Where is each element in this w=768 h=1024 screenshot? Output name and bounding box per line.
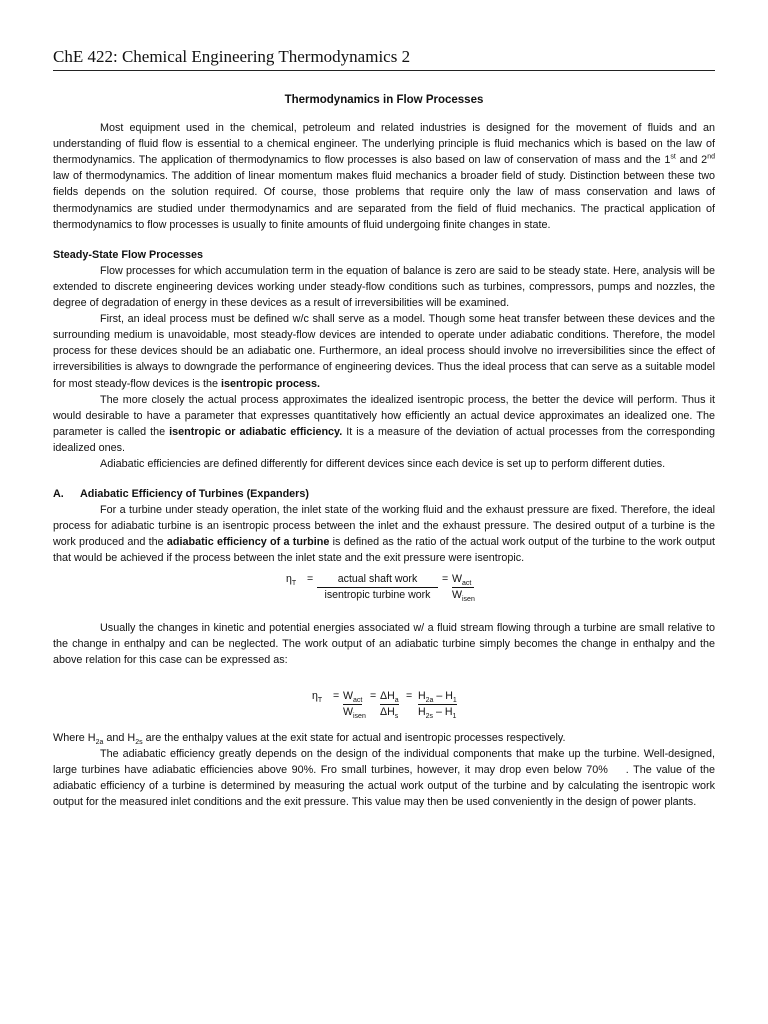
steady-paragraph-2: First, an ideal process must be defined w/c shall serve as a model. Though some heat transfer between these devices and the surrounding medium is unavoidable, most steady-flow devices are intended to operate under adiabatic conditions. Therefore, the model process for these devices should be an adiabatic one. Furthermore, an ideal process should involve no irreversibilities since the effect of irreversibilities is always to downgrade the performance of engineering devices. Thus the ideal process that can serve as a suitable model for most steady-flow devices is the isentropic process. xyxy=(53,313,715,390)
document-header: ChE 422: Chemical Engineering Thermodynamics 2 xyxy=(53,47,411,66)
steady-paragraph-3: The more closely the actual process approximates the idealized isentropic process, the better the device will perform. Thus it would desirable to have a parameter that expresses quantitatively how efficiently an actual device approximates an idealized one. The parameter is called the isentropic or adiabatic efficiency. It is a measure of the deviation of actual processes from the corresponding idealized ones. xyxy=(53,393,715,454)
turbine-enthalpy-equation: $\eta_T$ = $W_{act}$ $W_{isen}$ = $\Delta H_a$ $\Delta H_s$ = $H_{2a} - H_1$ $H_{2s} - H_1$ xyxy=(312,689,457,720)
steady-paragraph-1: Flow processes for which accumulation term in the equation of balance is zero are said to be steady state. Here, analysis will be extended to discrete engineering devices working under steady-flow conditions such as turbines, compressors, pumps and nozzles, the degree of degradation of energy in these devices as a result of irreversibilities will be examined. xyxy=(53,264,715,310)
page-content xyxy=(53,92,718,810)
turbine-heading: A. Adiabatic Efficiency of Turbines (Expanders) xyxy=(53,488,309,501)
turbine-paragraph-4: The adiabatic efficiency greatly depends on the design of the individual components that make up the turbine. Well-designed, large turbines have adiabatic efficiencies above 90%. Fro small turbines, however, it may drop even below 70% . The value of the adiabatic efficiency of a turbine is determined by measuring the actual work output of the turbine and by calculating the isentropic work output for the measured inlet conditions and the exit pressure. This value may then be used conveniently in the design of power plants. xyxy=(53,747,718,809)
header-rule xyxy=(53,70,715,71)
turbine-paragraph-2: Usually the changes in kinetic and potential energies associated w/ a fluid stream flowing through a turbine are small relative to the change in enthalpy and can be neglected. The work output of an adiabatic turbine simply becomes the change in enthalpy and the above relation for this case can be expressed as: xyxy=(53,621,715,666)
turbine-paragraph-3: Where $H_{2a}$ and $H_{2s}$ are the enthalpy values at the exit state for actual and isentropic processes respectively. xyxy=(53,731,566,746)
steady-state-heading: Steady-State Flow Processes xyxy=(53,248,204,261)
intro-paragraph: Most equipment used in the chemical, petroleum and related industries is designed for the movement of fluids and an understanding of fluid flow is essential to a chemical engineer. The underlying principle is fluid mechanics which is based on the law of thermodynamics. The application of thermodynamics to flow processes is also based on law of conservation of mass and the 1st and 2nd law of thermodynamics. The addition of linear momentum makes fluid mechanics a broader field of study. Distinction between these two fields depends on the solution required. Of course, those problems that require only the law of mass conservation and laws of thermodynamics are studied under thermodynamics and are separated from the field of fluid mechanics. The practical application of thermodynamics to flow processes is usually to finite amounts of fluid undergoing finite changes in state. xyxy=(53,122,715,231)
steady-paragraph-4: Adiabatic efficiencies are defined differently for different devices since each device is set up to perform different duties. xyxy=(100,457,666,470)
turbine-paragraph-1: For a turbine under steady operation, the inlet state of the working fluid and the exhaust pressure are fixed. Therefore, the ideal process for adiabatic turbine is an isentropic process between the inlet and the exhaust pressure. The desired output of a turbine is the work produced and the adiabatic efficiency of a turbine is defined as the ratio of the actual work output of the turbine to the work output that would be achieved if the process between the inlet state and the exit pressure were isentropic. xyxy=(53,504,716,565)
turbine-efficiency-equation: $\eta_T$ = actual shaft work isentropic turbine work = $W_{act}$ $W_{isen}$ xyxy=(286,572,475,603)
page-title: Thermodynamics in Flow Processes xyxy=(284,94,484,106)
